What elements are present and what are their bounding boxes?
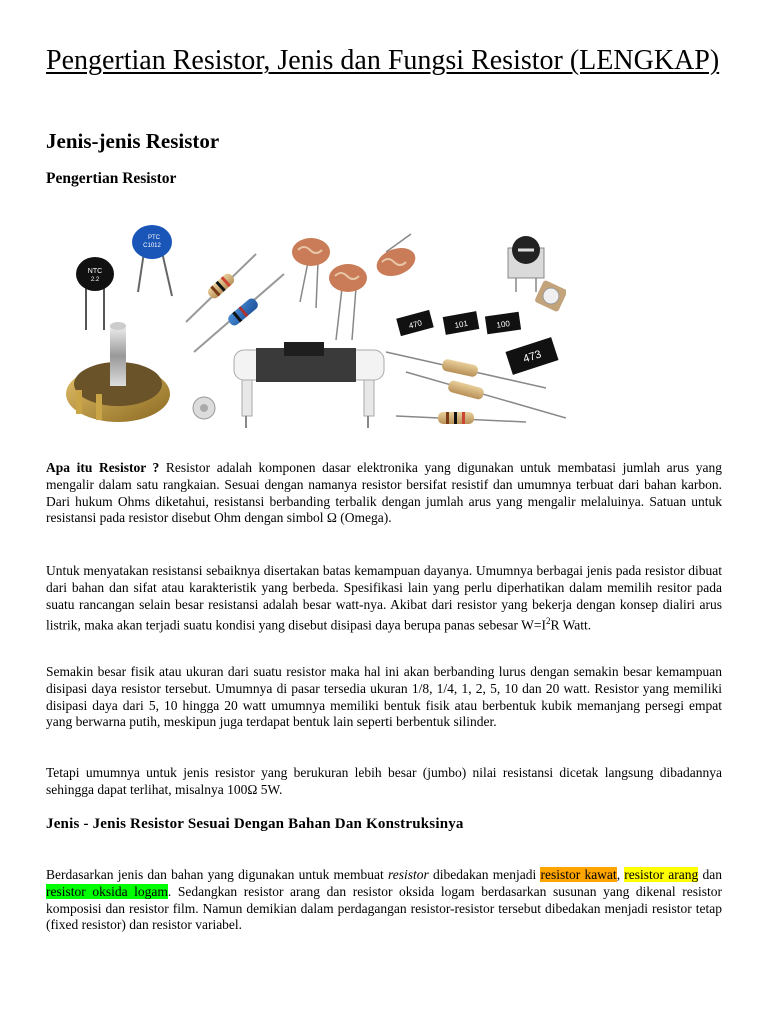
paragraph-text: Resistor adalah komponen dasar elektronika yang digunakan untuk membatasi jumlah arus yang mengalir dalam satu rangkaian. Sesuai dengan namanya resistor bersifat resistif dan umumnya terbuat dari bahan karbon. Dari hukum Ohms diketahui, resistansi berbanding terbalik dengan jumlah arus yang mengalir melaluinya. Satuan untuk resistansi pada resistor disebut Ohm dengan simbol Ω (Omega).	[46, 460, 722, 526]
smd-label-473: 473	[521, 348, 543, 366]
paragraph-tail: R Watt.	[550, 617, 592, 633]
rotary-potentiometer	[66, 322, 170, 422]
section-heading-jenis: Jenis - Jenis Resistor Sesuai Dengan Bahan Dan Konstruksinya	[46, 816, 464, 832]
page-title: Pengertian Resistor, Jenis dan Fungsi Resistor (LENGKAP)	[46, 45, 720, 76]
subheading-pengertian: Pengertian Resistor	[46, 170, 177, 187]
paragraph-jumbo: Tetapi umumnya untuk jenis resistor yang berukuran lebih besar (jumbo) nilai resistansi dicetak langsung dibadannya sehingga dapat terlihat, misalnya 100Ω 5W.	[46, 765, 722, 797]
paragraph-text: dibedakan menjadi	[428, 867, 541, 882]
smd-resistors	[396, 310, 558, 375]
paragraph-text: dan	[698, 867, 722, 882]
paragraph-text: ,	[616, 867, 625, 882]
smd-label-101: 101	[453, 318, 469, 331]
ptc-thermistor	[132, 225, 172, 296]
resistor-collage-image	[46, 222, 566, 432]
paragraph-apa-itu-resistor	[46, 460, 722, 527]
trimmer-potentiometer	[508, 236, 544, 292]
paragraph-text: . Sedangkan resistor arang dan resistor oksida logam berdasarkan susunan yang dikenal resistor komposisi dan resistor film. Namun demikian dalam perdagangan resistor-resistor tersebut dibedakan menjadi resistor tetap (fixed resistor) dan resistor variabel.	[46, 883, 722, 933]
superscript: 2	[545, 616, 551, 627]
ntc-thermistor	[76, 257, 114, 330]
paragraph-text: Untuk menyatakan resistansi sebaiknya disertakan batas kemampuan dayanya. Umumnya berbagai jenis pada resistor dibuat dari bahan dan sifat atau karakteristik yang berbeda. Spesifikasi lain yang perlu diperhatikan dalam memilih resitor pada suatu rancangan selain besar resistansi adalah besar watt-nya. Akibat dari resistor yang bekerja dengan konsep dialiri arus listrik, maka akan terjadi suatu kondisi yang disebut disipasi daya berupa panas sebesar W=I	[46, 563, 722, 633]
heading-jenis-resistor: Jenis-jenis Resistor	[46, 129, 220, 153]
ptc-value: C1012	[143, 243, 161, 249]
paragraph-berdasarkan-bahan	[46, 867, 722, 934]
smd-label-470: 470	[407, 318, 424, 331]
ptc-label: PTC	[148, 235, 160, 241]
paragraph-ukuran-fisik: Semakin besar fisik atau ukuran dari suatu resistor maka hal ini akan berbanding lurus dengan semakin besar kemampuan disipasi daya resistor tersebut. Umumnya di pasar tersedia ukuran 1/8, 1/4, 1, 2, 5, 10 dan 20 watt. Resistor yang memiliki disipasi daya dari 5, 10 hingga 20 watt umumnya memiliki bentuk fisik atau berbentuk kubik memanjang persegi empat yang berwarna putih, meskipun juga terdapat bentuk lain seperti berbentuk silinder.	[46, 664, 722, 730]
round-trimmer	[193, 397, 215, 419]
smd-trimmer	[534, 280, 566, 313]
italic-term: resistor	[388, 867, 429, 882]
smd-label-100: 100	[495, 319, 511, 330]
ntc-value: 2.2	[90, 277, 100, 283]
paragraph-daya	[46, 563, 722, 635]
paragraph-lead: Apa itu Resistor ?	[46, 460, 160, 475]
highlight-resistor-oksida-logam: resistor oksida logam	[46, 883, 168, 899]
wirewound-resistor	[234, 342, 384, 428]
highlight-resistor-arang: resistor arang	[624, 867, 699, 882]
paragraph-text: Berdasarkan jenis dan bahan yang digunakan untuk membuat	[46, 867, 389, 882]
metal-film-resistor	[194, 274, 284, 352]
highlight-resistor-kawat: resistor kawat	[540, 867, 617, 882]
ntc-label: NTC	[87, 268, 103, 275]
